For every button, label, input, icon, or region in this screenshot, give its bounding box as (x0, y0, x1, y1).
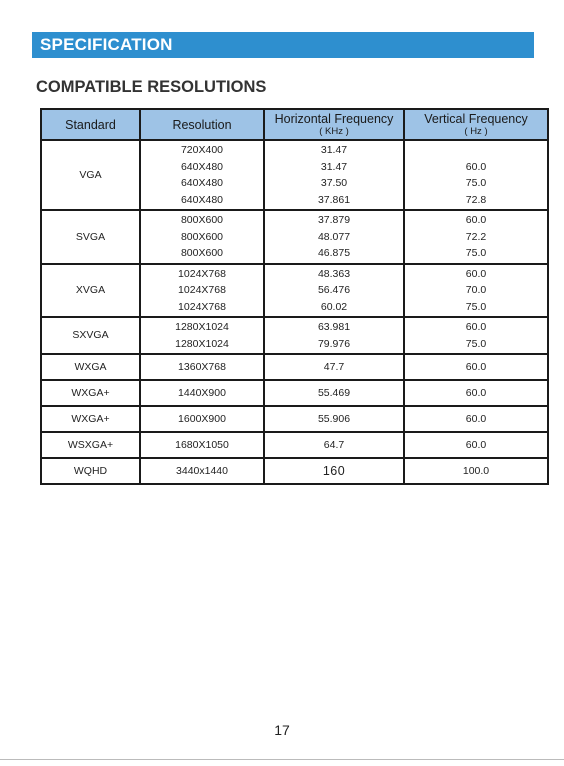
vertical-frequency-cell (404, 317, 548, 354)
resolution-cell (140, 432, 264, 458)
resolution-value: 1600X900 (178, 412, 226, 425)
table-row (41, 458, 548, 484)
standard-cell: WXGA (41, 354, 140, 380)
resolution-value: 1280X1024 (175, 321, 229, 333)
vertical-frequency-value: 60.0 (465, 360, 487, 373)
vertical-frequency-value: 60.0 (465, 438, 487, 451)
table-row (41, 140, 548, 210)
resolution-cell (140, 140, 264, 210)
standard-cell: SVGA (41, 210, 140, 264)
header-resolution: Resolution (140, 109, 264, 140)
vertical-frequency-value: 72.8 (465, 193, 487, 206)
horizontal-frequency-cell (264, 140, 404, 210)
horizontal-frequency-value: 64.7 (323, 438, 345, 451)
horizontal-frequency-value: 48.077 (317, 230, 351, 243)
table-row (41, 264, 548, 318)
vertical-frequency-cell (404, 140, 548, 210)
resolution-cell (140, 458, 264, 484)
horizontal-frequency-cell (264, 317, 404, 354)
vertical-frequency-value: 75.0 (465, 177, 487, 189)
table-row (41, 210, 548, 264)
vertical-frequency-cell (404, 380, 548, 406)
horizontal-frequency-value: 63.981 (317, 321, 351, 333)
resolution-value: 1440X900 (178, 386, 226, 399)
header-vfreq-label: Vertical Frequency (424, 112, 528, 126)
header-hfreq-unit: ( KHz ) (319, 126, 349, 137)
page-number: 17 (274, 722, 290, 738)
resolution-value: 3440x1440 (176, 464, 228, 477)
resolution-cell (140, 210, 264, 264)
header-standard: Standard (41, 109, 140, 140)
resolution-value: 720X400 (180, 144, 224, 156)
resolution-value: 1360X768 (178, 360, 226, 373)
horizontal-frequency-value: 31.47 (320, 160, 348, 173)
header-horizontal-frequency (264, 109, 404, 140)
resolutions-table (40, 108, 549, 485)
horizontal-frequency-cell (264, 210, 404, 264)
resolution-value: 800X600 (180, 214, 224, 226)
resolution-value: 1024X768 (178, 300, 226, 313)
vertical-frequency-value: 60.0 (465, 267, 487, 280)
resolution-value: 640X480 (180, 177, 224, 189)
resolution-cell (140, 354, 264, 380)
vertical-frequency-value: 75.0 (465, 247, 487, 259)
horizontal-frequency-value: 48.363 (317, 267, 351, 280)
horizontal-frequency-cell (264, 264, 404, 318)
vertical-frequency-value: 72.2 (465, 230, 487, 243)
vertical-frequency-value: 60.0 (465, 412, 487, 425)
table-row (41, 380, 548, 406)
resolution-value: 800X600 (180, 247, 224, 259)
table-row (41, 406, 548, 432)
standard-cell: WQHD (41, 458, 140, 484)
standard-cell: WXGA+ (41, 380, 140, 406)
horizontal-frequency-value: 37.861 (317, 193, 351, 206)
vertical-frequency-cell (404, 210, 548, 264)
horizontal-frequency-value: 46.875 (317, 247, 351, 259)
standard-cell: WXGA+ (41, 406, 140, 432)
horizontal-frequency-value: 37.879 (317, 214, 351, 226)
resolution-cell (140, 264, 264, 318)
vertical-frequency-cell (404, 432, 548, 458)
vertical-frequency-value: 60.0 (465, 386, 487, 399)
horizontal-frequency-value: 60.02 (320, 300, 348, 313)
resolution-value: 640X480 (180, 160, 224, 173)
horizontal-frequency-value: 79.976 (317, 337, 351, 350)
vertical-frequency-value (405, 142, 547, 159)
resolution-cell (140, 406, 264, 432)
header-vfreq-unit: ( Hz ) (464, 126, 488, 137)
table-row (41, 317, 548, 354)
vertical-frequency-value: 60.0 (465, 214, 487, 226)
table-row (41, 432, 548, 458)
horizontal-frequency-value: 31.47 (320, 144, 348, 156)
vertical-frequency-value: 70.0 (465, 284, 487, 296)
resolution-cell (140, 317, 264, 354)
vertical-frequency-value: 100.0 (462, 464, 490, 477)
horizontal-frequency-value: 47.7 (323, 360, 345, 373)
resolution-value: 1680X1050 (175, 438, 229, 451)
resolution-cell (140, 380, 264, 406)
horizontal-frequency-value: 55.906 (317, 412, 351, 425)
horizontal-frequency-value: 55.469 (317, 386, 351, 399)
section-title: COMPATIBLE RESOLUTIONS (36, 78, 267, 96)
bottom-rule (0, 759, 564, 760)
vertical-frequency-value: 60.0 (465, 160, 487, 173)
horizontal-frequency-value: 37.50 (320, 177, 348, 189)
table-body (41, 140, 548, 484)
standard-cell: WSXGA+ (41, 432, 140, 458)
standard-cell: SXVGA (41, 317, 140, 354)
table-header-row (41, 109, 548, 140)
header-vertical-frequency (404, 109, 548, 140)
resolution-value: 1024X768 (178, 284, 226, 296)
table-row (41, 354, 548, 380)
vertical-frequency-cell (404, 264, 548, 318)
horizontal-frequency-cell (264, 380, 404, 406)
header-hfreq-label: Horizontal Frequency (274, 112, 394, 126)
horizontal-frequency-cell (264, 354, 404, 380)
section-banner (32, 32, 534, 58)
horizontal-frequency-value: 160 (322, 463, 346, 478)
vertical-frequency-cell (404, 354, 548, 380)
vertical-frequency-value: 75.0 (465, 337, 487, 350)
horizontal-frequency-cell (264, 458, 404, 484)
horizontal-frequency-cell (264, 432, 404, 458)
resolution-value: 640X480 (180, 193, 224, 206)
horizontal-frequency-value: 56.476 (317, 284, 351, 296)
resolution-value: 1024X768 (178, 267, 226, 280)
banner-title: SPECIFICATION (40, 35, 173, 54)
standard-cell: XVGA (41, 264, 140, 318)
resolution-value: 1280X1024 (175, 337, 229, 350)
vertical-frequency-value: 60.0 (465, 321, 487, 333)
vertical-frequency-value: 75.0 (465, 300, 487, 313)
resolution-value: 800X600 (180, 230, 224, 243)
vertical-frequency-cell (404, 406, 548, 432)
standard-cell: VGA (41, 140, 140, 210)
vertical-frequency-cell (404, 458, 548, 484)
horizontal-frequency-cell (264, 406, 404, 432)
